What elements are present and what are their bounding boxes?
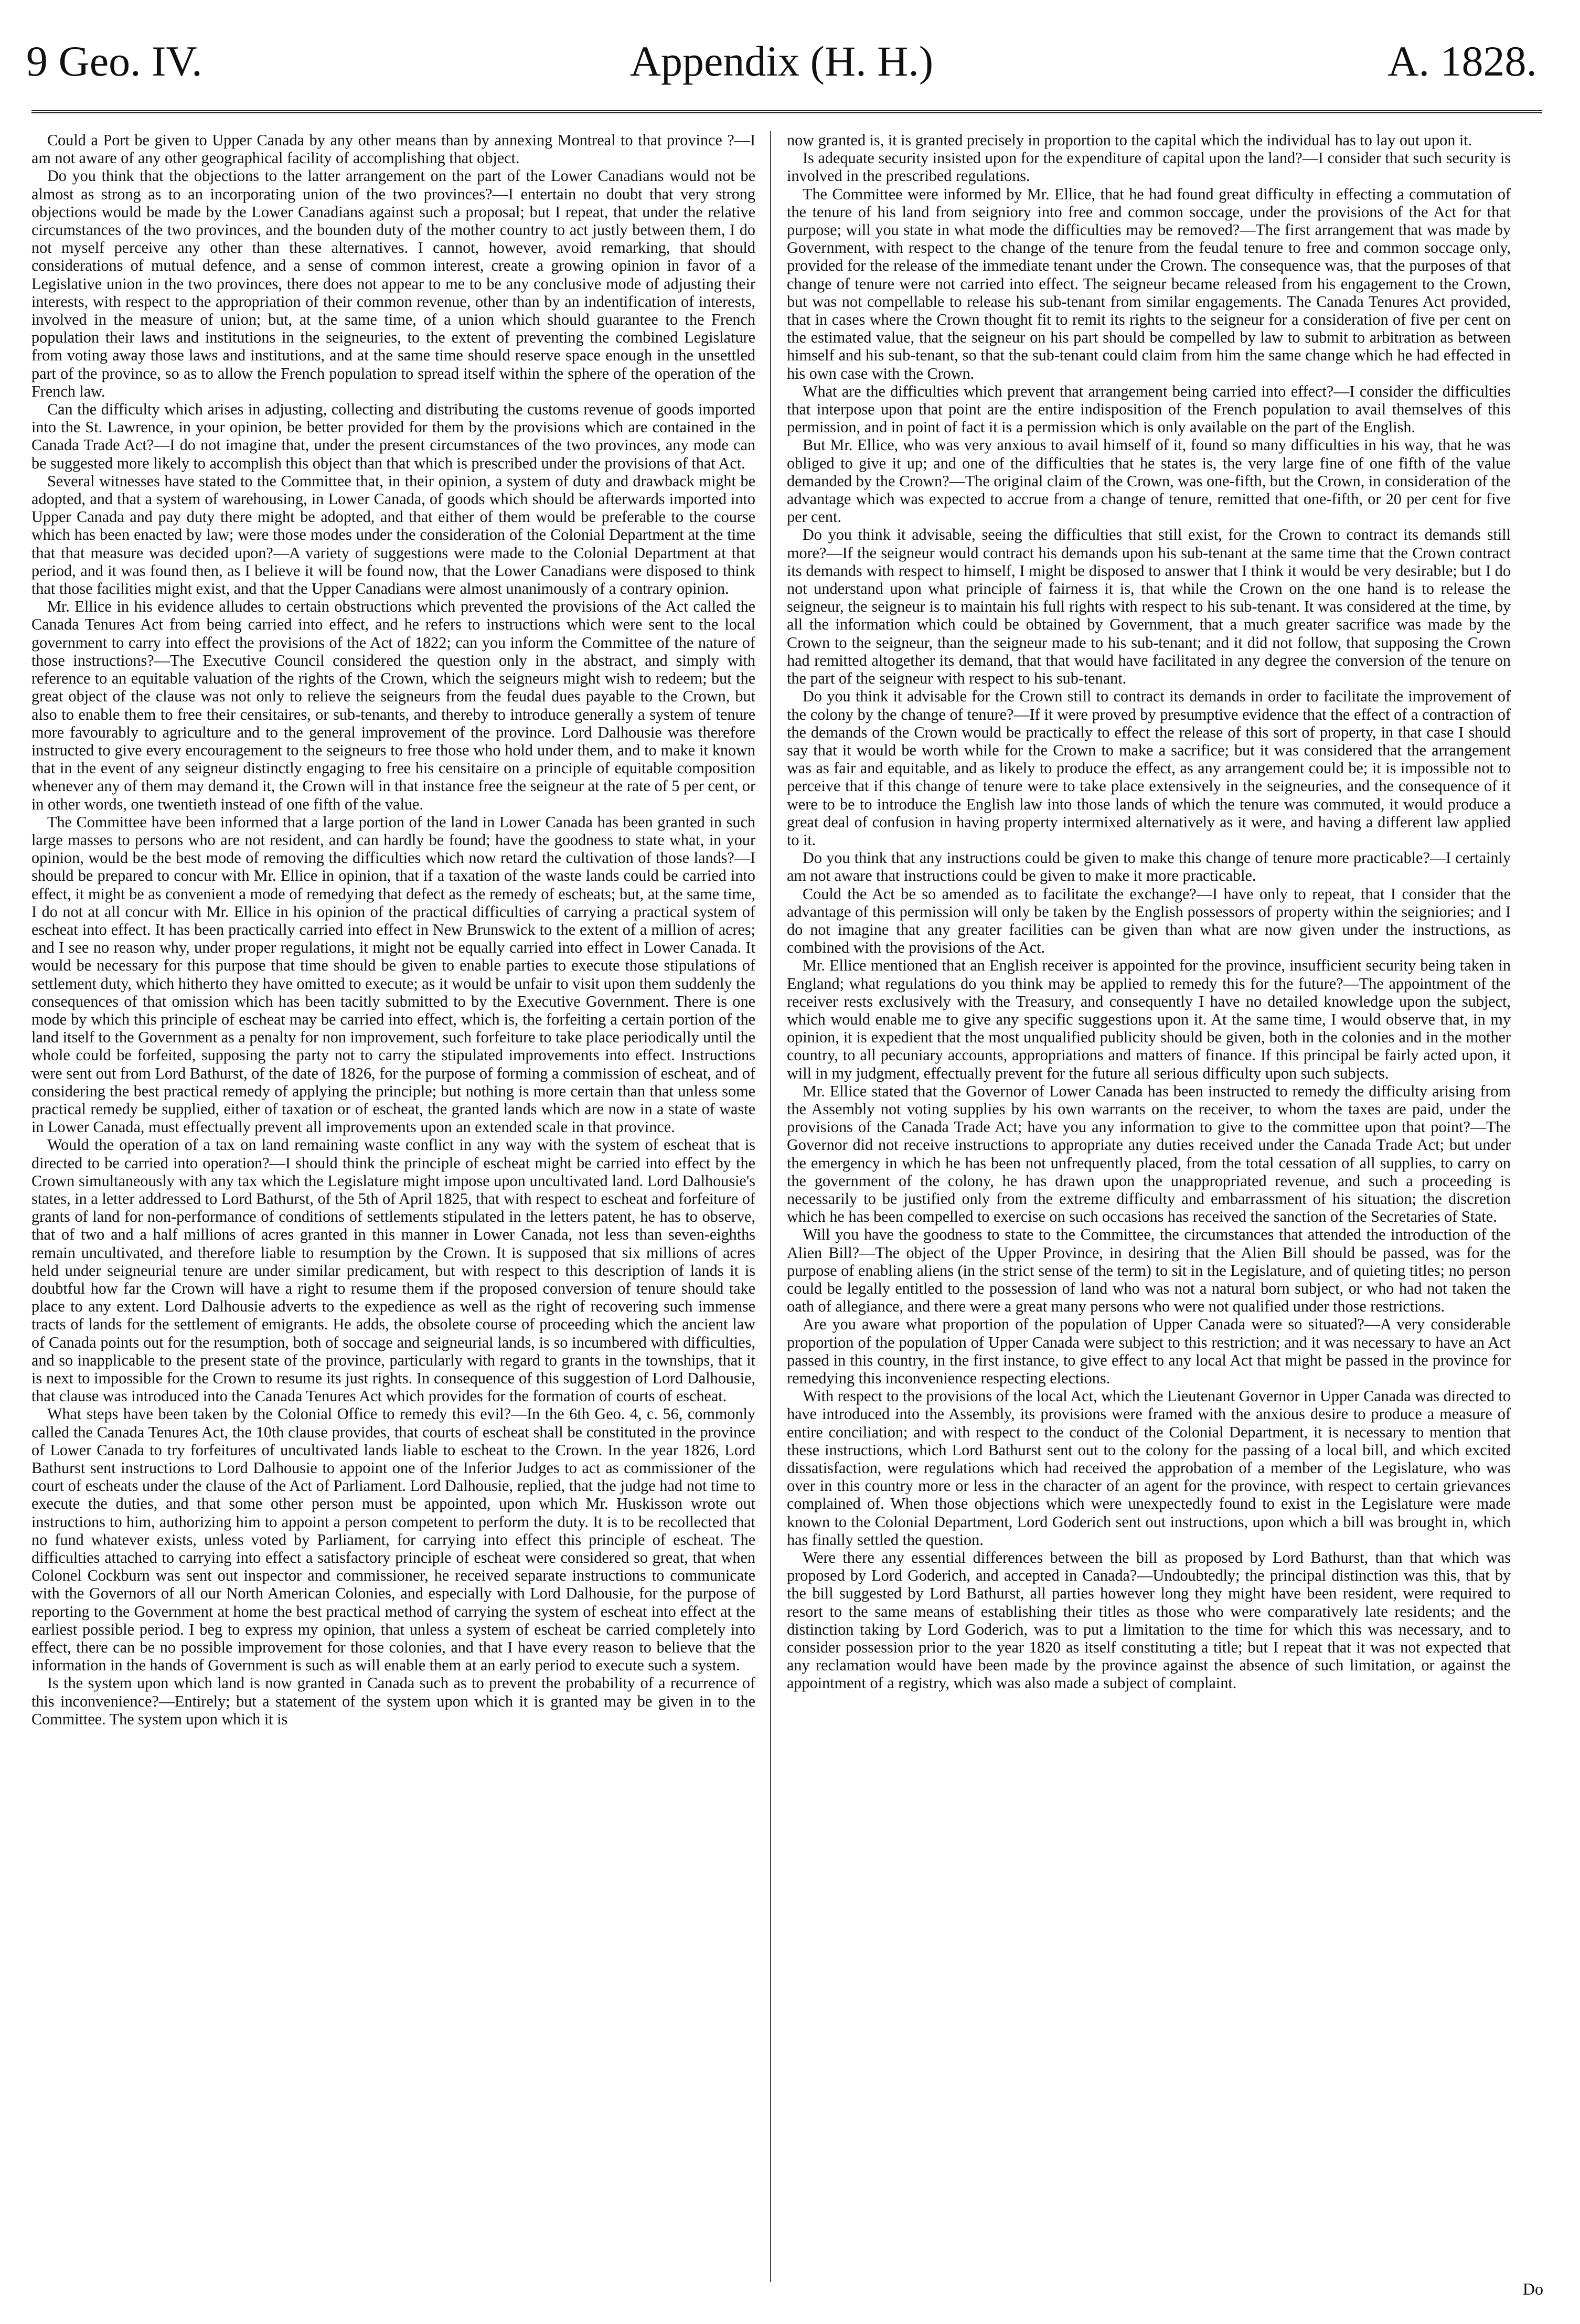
paragraph: Do you think it advisable, seeing the difficulties that still exist, for the Crown to contract its demands still more?—If the seigneur would contract his demands upon his sub-tenant at the same time that the Crown contract its demands with respect to himself, I might be disposed to answer that I think it would be very desirable; but I do not understand upon what principle of fairness it is, that while the Crown on the one hand is to release the seigneur, the seigneur is to maintain his full rights with respect to his sub-tenant. It was considered at the time, by all the information which could be obtained by Government, that a much greater sacrifice was made by the Crown to the seigneur, than the seigneur made to his sub-tenant; and it did not follow, that supposing the Crown had remitted altogether its demand, that that would have facilitated in any degree the conversion of the tenure on the part of the seigneur with respect to his sub-tenant. [787, 526, 1511, 688]
header-session: 9 Geo. IV. [26, 37, 202, 85]
right-column [787, 131, 1511, 2282]
paragraph: With respect to the provisions of the local Act, which the Lieutenant Governor in Upper Canada was directed to have introduced into the Assembly, its provisions were framed with the anxious desire to produce a measure of entire conciliation; and with respect to the conduct of the Colonial Department, it is necessary to mention that these instructions, which Lord Bathurst sent out to the colony for the passing of a local bill, and which excited dissatisfaction, were regulations which had received the approbation of a member of the Legislature, who was over in this country more or less in the character of an agent for the province, with respect to certain grievances complained of. When those objections which were unexpectedly found to exist in the Legislature were made known to the Colonial Department, Lord Goderich sent out instructions, upon which a bill was brought in, which has finally settled the question. [787, 1387, 1511, 1549]
paragraph: Do you think it advisable for the Crown still to contract its demands in order to facilitate the improvement of the colony by the change of tenure?—If it were proved by presumptive evidence that the effect of a contraction of the demands of the Crown would be practically to effect the release of this sort of property, in that case I should say that it would be worth while for the Crown to make a sacrifice; but it was considered that the arrangement was as fair and equitable, and as likely to produce the effect, as any arrangement could be; it is impossible not to perceive that if this change of tenure were to take place extensively in the seigneuries, and the consequence of it were to be to introduce the English law into those lands of which the tenure was commuted, it would produce a great deal of confusion in having property intermixed alternatively as it were, and having a different law applied to it. [787, 687, 1511, 849]
header-rule [31, 110, 1542, 118]
paragraph: What are the difficulties which prevent that arrangement being carried into effect?—I consider the difficulties that interpose upon that point are the entire indisposition of the French population to avail themselves of this permission, and in point of fact it is a permission which is only available on the part of the English. [787, 382, 1511, 436]
paragraph: The Committee were informed by Mr. Ellice, that he had found great difficulty in effecting a commutation of the tenure of his land from seigniory into free and common soccage, under the provisions of the Act for that purpose; will you state in what mode the difficulties may be removed?—The first arrangement that was made by Government, with respect to the change of the tenure from the feudal tenure to free and common soccage only, provided for the release of the immediate tenant under the Crown. The consequence was, that the purposes of that change of tenure were not carried into effect. The seigneur became released from his engagement to the Crown, but was not compellable to release his sub-tenant from similar engagements. The Canada Tenures Act provided, that in cases where the Crown thought fit to remit its rights to the seigneur for a consideration of five per cent on the estimated value, that the seigneur on his part should be compelled by law to submit to arbitration as between himself and his sub-tenant, so that the sub-tenant could claim from him the same change which he had effected in his own case with the Crown. [787, 185, 1511, 382]
paragraph: Were there any essential differences between the bill as proposed by Lord Bathurst, than that which was proposed by Lord Goderich, and accepted in Canada?—Undoubtedly; the principal distinction was this, that by the bill suggested by Lord Bathurst, all parties however long they might have been resident, were required to resort to the same means of establishing their titles as those who were comparatively late residents; and the distinction taking by Lord Goderich, was to put a limitation to the time for which this was necessary, and to consider possession prior to the year 1820 as itself constituting a title; but I repeat that it was not expected that any reclamation would have been made by the province against the absence of such limitation, or against the appointment of a registry, which was also made a subject of complaint. [787, 1549, 1511, 1692]
paragraph: Could a Port be given to Upper Canada by any other means than by annexing Montreal to that province ?—I am not aware of any other geographical facility of accomplishing that object. [31, 131, 755, 167]
paragraph: Mr. Ellice mentioned that an English receiver is appointed for the province, insufficient security being taken in England; what regulations do you think may be applied to remedy this for the future?—The appointment of the receiver rests exclusively with the Treasury, and consequently I have no detailed knowledge upon the subject, which would enable me to give any specific suggestions upon it. At the same time, I would observe that, in my opinion, it is expedient that the most unqualified publicity should be given, both in the colonies and in the mother country, to all pecuniary accounts, appropriations and matters of finance. If this principal be fairly acted upon, it will in my judgment, effectually prevent for the future all serious difficulty upon such subjects. [787, 956, 1511, 1082]
paragraph: Do you think that any instructions could be given to make this change of tenure more practicable?—I certainly am not aware that instructions could be given to make it more practicable. [787, 849, 1511, 885]
page-header [26, 37, 1537, 94]
paragraph: Is the system upon which land is now granted in Canada such as to prevent the probability of a recurrence of this inconvenience?—Entirely; but a statement of the system upon which it is granted may be given in to the Committee. The system upon which it is [31, 1674, 755, 1728]
catchword: Do [1522, 2279, 1543, 2298]
paragraph: But Mr. Ellice, who was very anxious to avail himself of it, found so many difficulties in his way, that he was obliged to give it up; and one of the difficulties that he states is, the very large fine of one fifth of the value demanded by the Crown?—The original claim of the Crown, was one-fifth, but the Crown, in consideration of the advantage which was expected to accrue from a change of tenure, remitted that one-fifth, or 20 per cent for five per cent. [787, 436, 1511, 526]
column-divider [770, 131, 771, 2282]
paragraph: Mr. Ellice in his evidence alludes to certain obstructions which prevented the provisions of the Act called the Canada Tenures Act from being carried into effect, and he refers to instructions which were sent to the local government to carry into effect the provisions of the Act of 1822; can you inform the Committee of the nature of those instructions?—The Executive Council considered the question only in the abstract, and simply with reference to an equitable valuation of the rights of the Crown, which the seigneurs might wish to redeem; but the great object of the clause was not only to relieve the seigneurs from the feudal dues payable to the Crown, but also to enable them to free their censitaires, or sub-tenants, and thereby to introduce generally a system of tenure more favourably to agriculture and to the general improvement of the province. Lord Dalhousie was therefore instructed to give every encouragement to the seigneurs to free those who hold under them, and to make it known that in the event of any seigneur distinctly engaging to free his censitaire on a principle of equitable composition whenever any of them may demand it, the Crown will in that instance free the seigneur at the rate of 5 per cent, or in other words, one twentieth instead of one fifth of the value. [31, 598, 755, 813]
paragraph: Mr. Ellice stated that the Governor of Lower Canada has been instructed to remedy the difficulty arising from the Assembly not voting supplies by his own warrants on the receiver, to whom the taxes are paid, under the provisions of the Canada Trade Act; have you any information to give to the committee upon that point?—The Governor did not receive instructions to appropriate any duties received under the Canada Trade Act; but under the emergency in which he has been not unfrequently placed, from the total cessation of all supplies, to carry on the government of the colony, he has drawn upon the unappropriated revenue, and such a proceeding is necessarily to be justified only from the extreme difficulty and embarrassment of his situation; the discretion which he has been compelled to exercise on such occasions has received the sanction of the Secretaries of State. [787, 1082, 1511, 1226]
paragraph: Do you think that the objections to the latter arrangement on the part of the Lower Canadians would not be almost as strong as to an incorporating union of the two provinces?—I entertain no doubt that very strong objections would be made by the Lower Canadians against such a proposal; but I repeat, that under the relative circumstances of the two provinces, and the bounden duty of the mother country to act justly between them, I do not myself perceive any other than these alternatives. I cannot, however, avoid remarking, that should considerations of mutual defence, and a sense of common interest, create a growing opinion in favor of a Legislative union in the two provinces, there does not appear to me to be any conclusive mode of adjusting their interests, with respect to the appropriation of their common revenue, other than by an indentification of interests, involved in the measure of union; but, at the same time, of a union which should guarantee to the French population their laws and institutions in the seigneuries, to the extent of preventing the combined Legislature from voting away those laws and institutions, and at the same time should reserve space enough in the unsettled part of the province, so as to allow the French population to spread itself within the sphere of the operation of the French law. [31, 167, 755, 400]
paragraph: Can the difficulty which arises in adjusting, collecting and distributing the customs revenue of goods imported into the St. Lawrence, in your opinion, be better provided for them by the provisions which are contained in the Canada Trade Act?—I do not imagine that, under the present circumstances of the two provinces, any mode can be suggested more likely to accomplish this object than that which is prescribed under the provisions of that Act. [31, 400, 755, 472]
header-title: Appendix (H. H.) [629, 37, 934, 85]
paragraph: Are you aware what proportion of the population of Upper Canada were so situated?—A very considerable proportion of the population of Upper Canada were subject to this restriction; and it was necessary to have an Act passed in this country, in the first instance, to give effect to any local Act that might be passed in the province for remedying this inconvenience respecting elections. [787, 1315, 1511, 1388]
left-column [31, 131, 755, 2282]
paragraph: What steps have been taken by the Colonial Office to remedy this evil?—In the 6th Geo. 4, c. 56, commonly called the Canada Tenures Act, the 10th clause provides, that courts of escheat shall be constituted in the province of Lower Canada to try forfeitures of uncultivated lands liable to escheat to the Crown. In the year 1826, Lord Bathurst sent instructions to Lord Dalhousie to appoint one of the Inferior Judges to act as commissioner of the court of escheats under the clause of the Act of Parliament. Lord Dalhousie, replied, that the judge had not time to execute the duties, and that some other person must be appointed, upon which Mr. Huskisson wrote out instructions to him, authorizing him to appoint a person competent to perform the duty. It is to be recollected that no fund whatever exists, unless voted by Parliament, for carrying into effect this principle of escheat. The difficulties attached to carrying into effect a satisfactory principle of escheat were considered so great, that when Colonel Cockburn was sent out inspector and commissioner, he received separate instructions to communicate with the Governors of all our North American Colonies, and especially with Lord Dalhousie, for the purpose of reporting to the Government at home the best practical method of carrying the system of escheat into effect at the earliest possible period. I beg to express my opinion, that unless a system of escheat be carried completely into effect, there can be no possible improvement for those colonies, and that I have every reason to believe that the information in the hands of Government is such as will enable them at an early period to execute such a system. [31, 1405, 755, 1675]
paragraph: Could the Act be so amended as to facilitate the exchange?—I have only to repeat, that I consider that the advantage of this permission will only be taken by the English possessors of property within the seigniories; and I do not imagine that any greater facilities can be given than what are now given under the instructions, as combined with the provisions of the Act. [787, 884, 1511, 957]
paragraph: Is adequate security insisted upon for the expenditure of capital upon the land?—I consider that such security is involved in the prescribed regulations. [787, 149, 1511, 185]
text-columns [31, 131, 1542, 2282]
paragraph: Would the operation of a tax on land remaining waste conflict in any way with the system of escheat that is directed to be carried into operation?—I should think the principle of escheat might be carried into effect by the Crown simultaneously with any tax which the Legislature might impose upon uncultivated land. Lord Dalhousie's states, in a letter addressed to Lord Bathurst, of the 5th of April 1825, that with respect to escheat and forfeiture of grants of land for non-performance of conditions of settlements stipulated in the letters patent, he has to observe, that of two and a half millions of acres granted in this manner in Lower Canada, not less than seven-eighths remain uncultivated, and therefore liable to resumption by the Crown. It is supposed that six millions of acres held under seigneurial tenure are under similar predicament, but with respect to this description of lands it is doubtful how far the Crown will have a right to resume them if the proposed conversion of tenure should take place to any extent. Lord Dalhousie adverts to the expedience as well as the right of recovering such immense tracts of lands for the settlement of emigrants. He adds, the obsolete course of proceeding which the ancient law of Canada points out for the resumption, both of soccage and seigneurial lands, is so incumbered with difficulties, and so inapplicable to the present state of the province, particularly with regard to grants in the townships, that it is next to impossible for the Crown to resume its just rights. In consequence of this suggestion of Lord Dalhousie, that clause was introduced into the Canada Tenures Act which provides for the formation of courts of escheat. [31, 1136, 755, 1405]
paragraph: The Committee have been informed that a large portion of the land in Lower Canada has been granted in such large masses to persons who are not resident, and can hardly be found; have the goodness to state what, in your opinion, would be the best mode of removing the difficulties which now retard the cultivation of those lands?—I should be prepared to concur with Mr. Ellice in opinion, that if a taxation of the waste lands could be carried into effect, it might be as convenient a mode of remedying that defect as the remedy of escheats; but, at the same time, I do not at all concur with Mr. Ellice in his opinion of the practical difficulties of carrying a practical system of escheat into effect. It has been practically carried into effect in New Brunswick to the extent of a million of acres; and I see no reason why, under proper regulations, it might not be equally carried into effect in Lower Canada. It would be necessary for this purpose that time should be given to enable parties to execute those stipulations of settlement duty, which hitherto they have omitted to execute; as it would be unfair to visit upon them suddenly the consequences of that omission which has been tacitly submitted to by the Executive Government. There is one mode by which this principle of escheat may be carried into effect, which is, the forfeiting a certain portion of the land itself to the Government as a penalty for non improvement, such forfeiture to take place periodically until the whole could be forfeited, supposing the party not to carry the stipulated improvements into effect. Instructions were sent out from Lord Bathurst, of the date of 1826, for the purpose of forming a commission of escheat, and of considering the best practical remedy of applying the principle; but nothing is more certain than that unless some practical remedy be supplied, either of taxation or of escheat, the granted lands which are now in a state of waste in Lower Canada, must effectually prevent all improvements upon an extended scale in that province. [31, 813, 755, 1136]
paragraph: now granted is, it is granted precisely in proportion to the capital which the individual has to lay out upon it. [787, 131, 1472, 149]
header-year: A. 1828. [1387, 37, 1537, 85]
paragraph: Several witnesses have stated to the Committee that, in their opinion, a system of duty and drawback might be adopted, and that a system of warehousing, in Lower Canada, of goods which should be afterwards imported into Upper Canada and pay duty there might be adopted, and that either of them would be preferable to the course which has been enacted by law; were those modes under the consideration of the Colonial Department at the time that that measure was decided upon?—A variety of suggestions were made to the Colonial Department at that period, and it was found then, as I believe it will be found now, that the Lower Canadians were disposed to think that those facilities might exist, and that the Upper Canadians were almost unanimously of a contrary opinion. [31, 472, 755, 598]
paragraph: Will you have the goodness to state to the Committee, the circumstances that attended the introduction of the Alien Bill?—The object of the Upper Province, in desiring that the Alien Bill should be passed, was for the purpose of enabling aliens (in the strict sense of the term) to sit in the Legislature, and of quieting titles; no person could be legally entitled to the possession of land who was not a natural born subject, or who had not taken the oath of allegiance, and there were a great many persons who were not qualified under those restrictions. [787, 1225, 1511, 1316]
